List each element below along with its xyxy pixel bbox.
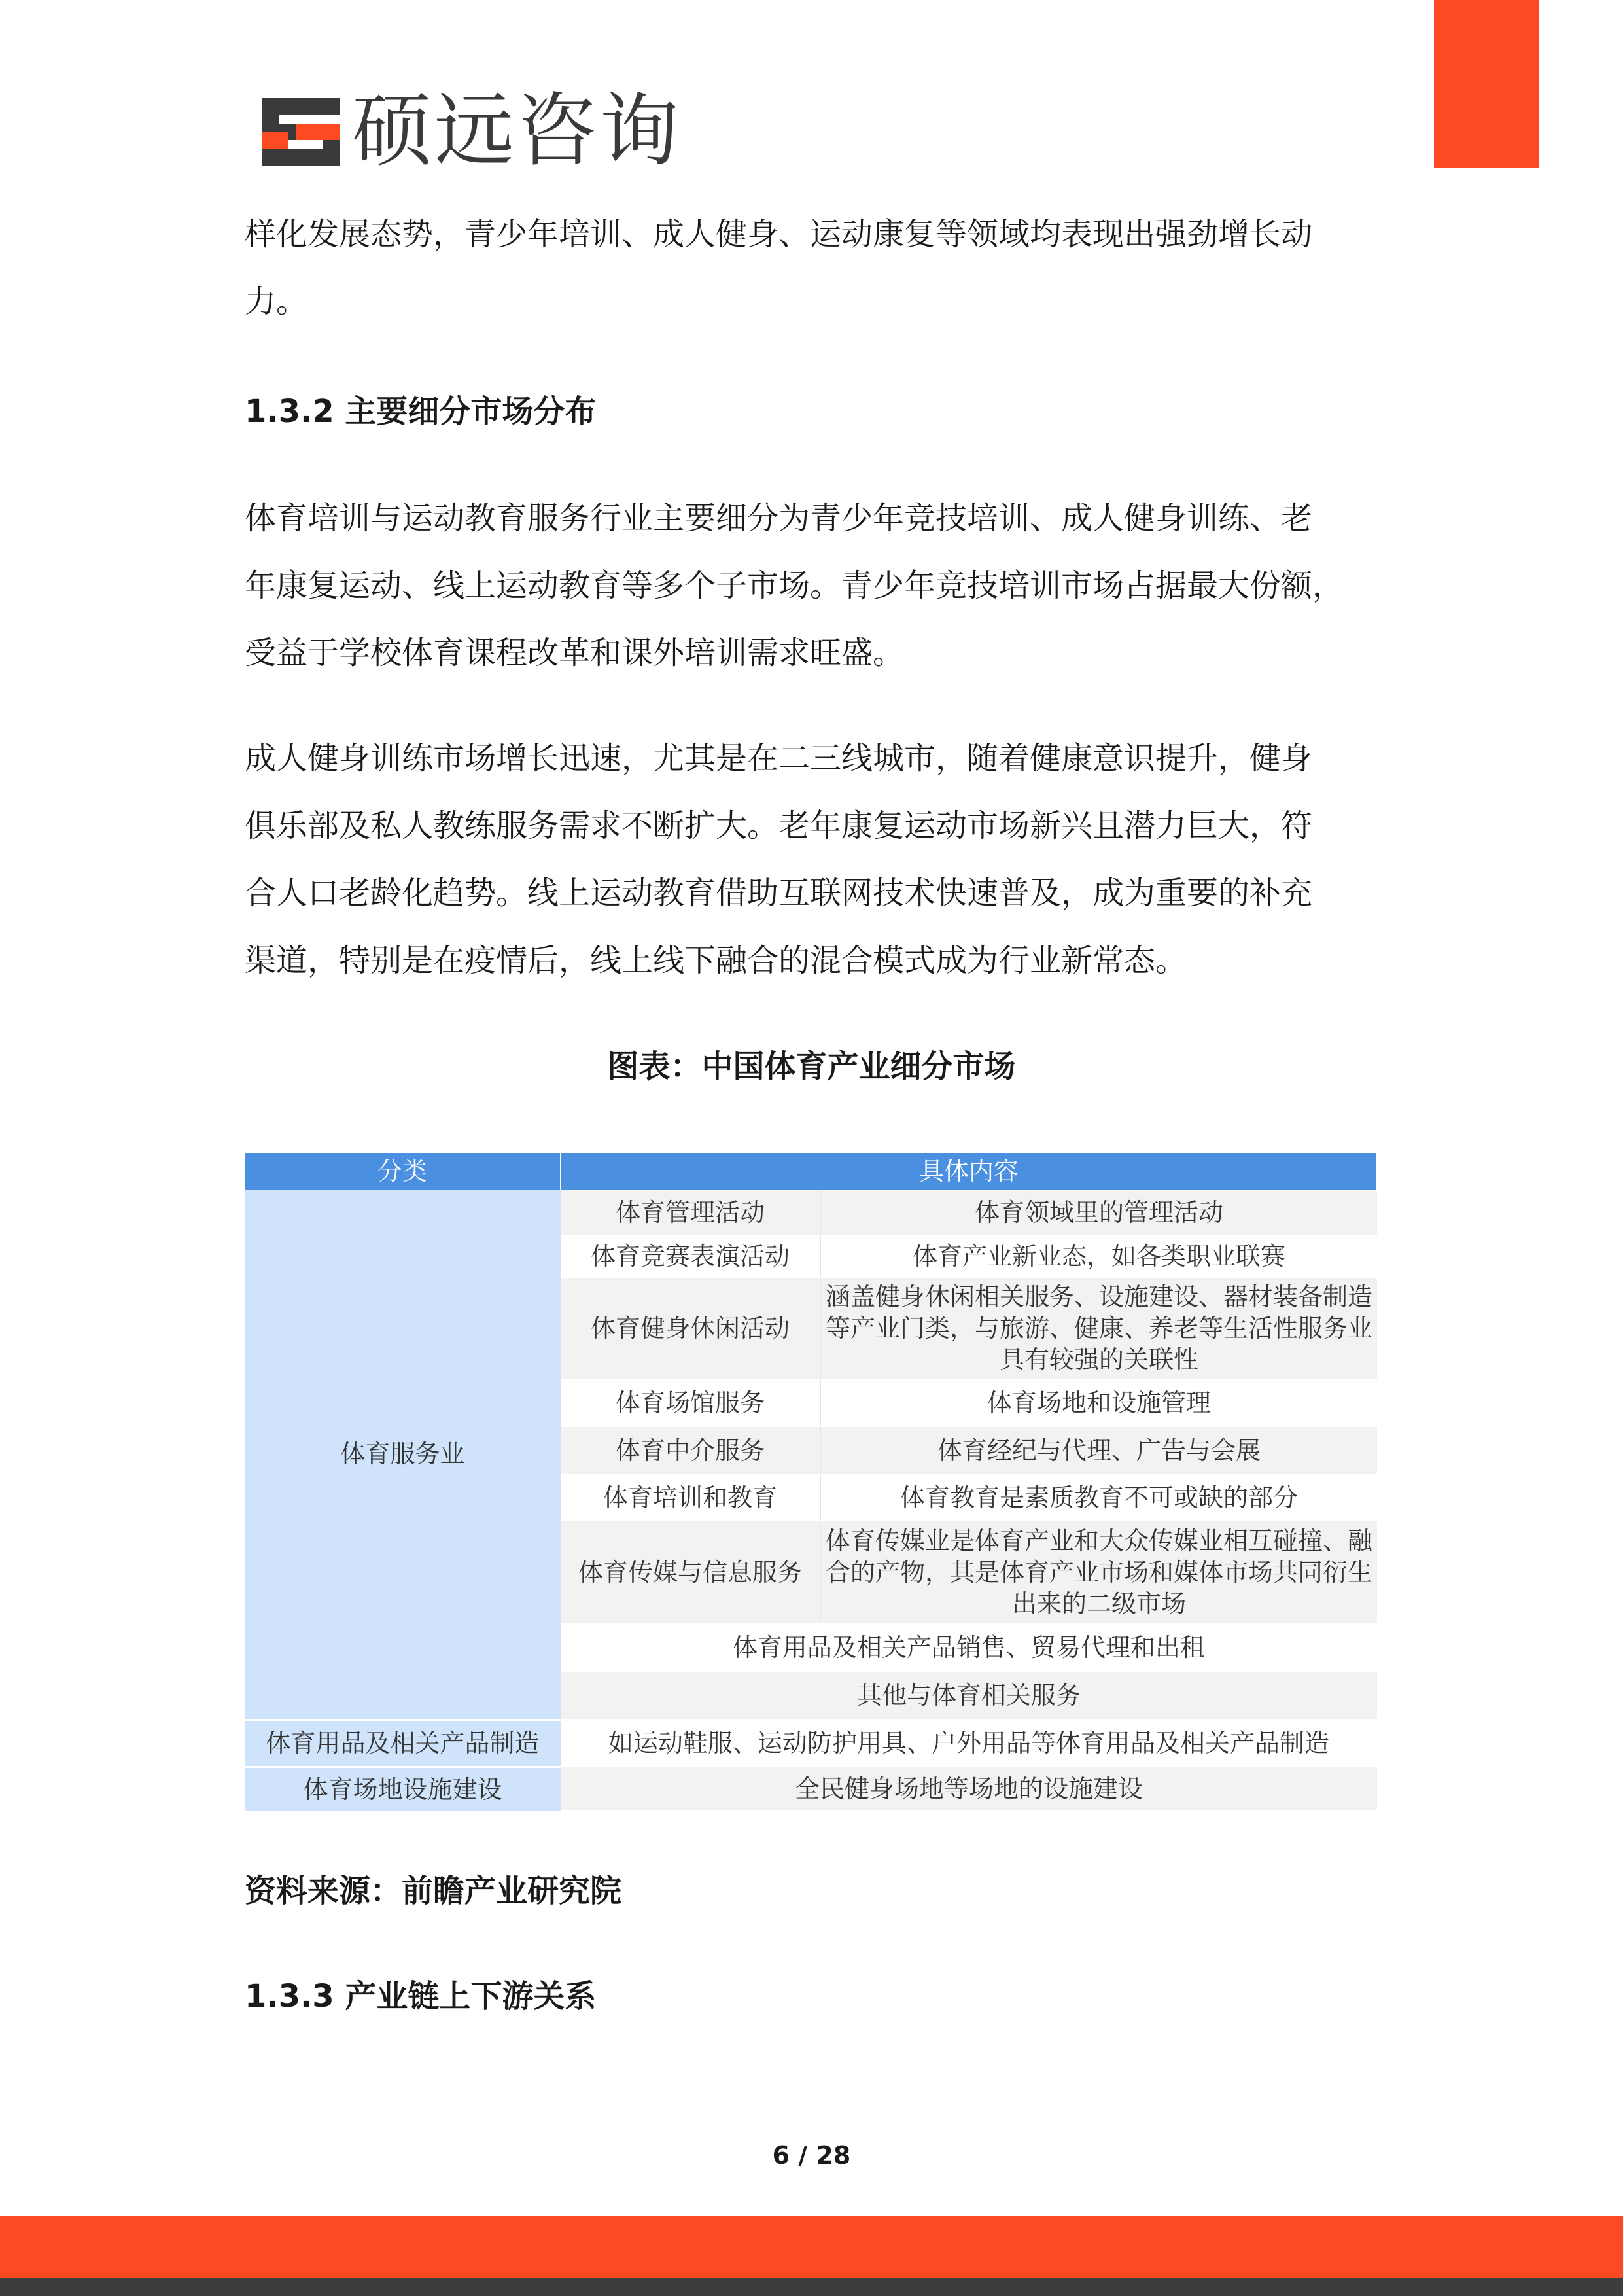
logo-text: 硕远咨询 (352, 84, 682, 177)
segment-table (245, 1153, 1378, 1812)
sub-description: 涵盖健身休闲相关服务、设施建设、器材装备制造等产业门类，与旅游、健康、养老等生活性服务业具有较强的关联性 (820, 1277, 1377, 1379)
sub-description: 体育经纪与代理、广告与会展 (820, 1426, 1377, 1475)
manufacturing-description: 如运动鞋服、运动防护用具、户外用品等体育用品及相关产品制造 (561, 1720, 1377, 1767)
figure-source: 资料来源：前瞻产业研究院 (245, 1873, 622, 1909)
page-number: 6 / 28 (772, 2141, 851, 2170)
sub-category: 体育管理活动 (561, 1190, 820, 1235)
table-row (245, 1190, 1377, 1235)
sub-description: 体育领域里的管理活动 (820, 1190, 1377, 1235)
logo-mark-icon (262, 98, 340, 166)
table-row (245, 1767, 1377, 1811)
sub-description: 体育产业新业态，如各类职业联赛 (820, 1235, 1377, 1277)
header-content: 具体内容 (561, 1153, 1377, 1190)
text-line: 体育培训与运动教育服务行业主要细分为青少年竞技培训、成人健身训练、老 (245, 500, 1313, 537)
text-line: 力。 (245, 283, 308, 320)
sub-category: 体育中介服务 (561, 1426, 820, 1475)
sub-category: 体育传媒与信息服务 (561, 1521, 820, 1624)
corner-accent-tab (1434, 0, 1539, 168)
text-line: 合人口老龄化趋势。线上运动教育借助互联网技术快速普及，成为重要的补充 (245, 875, 1313, 911)
table-row (245, 1720, 1377, 1767)
section-heading-1-3-3: 1.3.3 产业链上下游关系 (245, 1978, 597, 2015)
text-line: 俱乐部及私人教练服务需求不断扩大。老年康复运动市场新兴且潜力巨大，符 (245, 807, 1313, 844)
footer-accent-bar (0, 2216, 1623, 2278)
category-manufacturing: 体育用品及相关产品制造 (245, 1720, 561, 1767)
footer-dark-bar (0, 2278, 1623, 2296)
sub-description: 体育场地和设施管理 (820, 1379, 1377, 1426)
sub-category: 体育场馆服务 (561, 1379, 820, 1426)
wide-description: 体育用品及相关产品销售、贸易代理和出租 (561, 1624, 1377, 1671)
sub-description: 体育传媒业是体育产业和大众传媒业相互碰撞、融合的产物，其是体育产业市场和媒体市场共同衍生出来的二级市场 (820, 1521, 1377, 1624)
table-header-row (245, 1153, 1377, 1190)
sub-category: 体育健身休闲活动 (561, 1277, 820, 1379)
category-construction: 体育场地设施建设 (245, 1767, 561, 1811)
text-line: 受益于学校体育课程改革和课外培训需求旺盛。 (245, 635, 905, 671)
text-line: 样化发展态势，青少年培训、成人健身、运动康复等领域均表现出强劲增长动 (245, 216, 1313, 253)
paragraph-intro (245, 201, 1376, 336)
wide-description: 其他与体育相关服务 (561, 1671, 1377, 1720)
sub-category: 体育竞赛表演活动 (561, 1235, 820, 1277)
section-heading-1-3-2: 1.3.2 主要细分市场分布 (245, 393, 597, 430)
text-line: 渠道，特别是在疫情后，线上线下融合的混合模式成为行业新常态。 (245, 942, 1187, 979)
sub-description: 体育教育是素质教育不可或缺的部分 (820, 1475, 1377, 1521)
header-category: 分类 (245, 1153, 561, 1190)
text-line: 年康复运动、线上运动教育等多个子市场。青少年竞技培训市场占据最大份额， (245, 567, 1344, 604)
text-line: 成人健身训练市场增长迅速，尤其是在二三线城市，随着健康意识提升，健身 (245, 740, 1313, 777)
sub-category: 体育培训和教育 (561, 1475, 820, 1521)
paragraph-segments (245, 485, 1376, 687)
category-service: 体育服务业 (245, 1190, 561, 1720)
figure-caption: 图表：中国体育产业细分市场 (607, 1048, 1016, 1085)
paragraph-growth (245, 725, 1376, 995)
construction-description: 全民健身场地等场地的设施建设 (561, 1767, 1377, 1811)
